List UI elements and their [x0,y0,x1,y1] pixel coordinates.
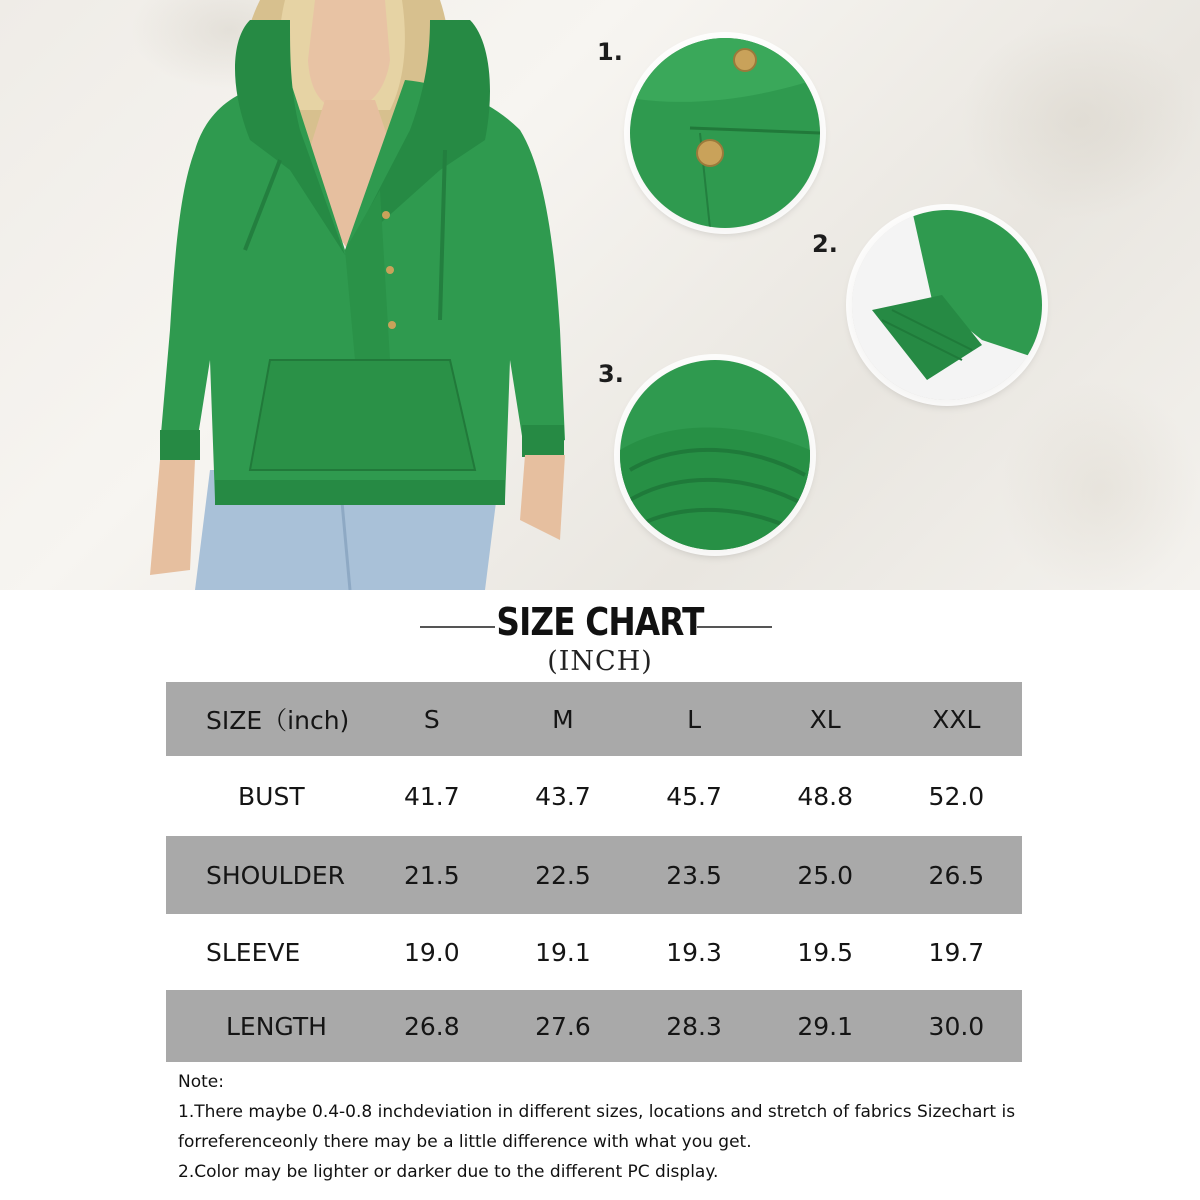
table-cell: 52.0 [928,781,985,811]
header-size-xxl: XXL [891,682,1022,756]
table-cell: 45.7 [666,781,722,811]
table-row-bust [166,756,1022,836]
size-chart-unit: (INCH) [547,646,653,677]
table-row-sleeve [166,914,1022,990]
note-line-1: 1.There maybe 0.4-0.8 inchdeviation in different sizes, locations and stretch of fabrics Sizechart is [178,1102,1016,1122]
header-size-s: S [366,682,497,756]
table-cell: 25.0 [760,836,891,914]
detail-number-1: 1. [597,38,623,66]
size-chart-title: SIZE CHART [496,600,704,644]
detail-number-3: 3. [598,360,624,388]
table-cell: 19.1 [535,937,591,967]
table-cell: 19.3 [666,937,722,967]
table-cell: 19.5 [797,937,854,967]
table-row-shoulder [166,836,1022,914]
detail-number-2: 2. [812,230,838,258]
table-row-length [166,990,1022,1062]
note-line-3: 2.Color may be lighter or darker due to the different PC display. [178,1162,719,1182]
detail-sleeve-cuff-closeup [852,210,1042,400]
note-line-2: forreferenceonly there may be a little difference with what you get. [178,1132,752,1152]
model-wearing-green-hoodie [140,0,590,590]
table-cell: 19.0 [403,937,460,967]
table-cell: 28.3 [629,990,760,1062]
table-cell: 30.0 [891,990,1022,1062]
size-chart-table [166,682,1022,1062]
row-label: SLEEVE [206,937,301,967]
row-label: LENGTH [166,990,366,1062]
header-size-l: L [629,682,760,756]
header-size-xl: XL [760,682,891,756]
table-cell: 29.1 [760,990,891,1062]
product-photo-area [0,0,1200,590]
detail-snap-buttons-closeup [630,38,820,228]
table-cell: 48.8 [797,781,854,811]
detail-ribbed-hem-closeup [620,360,810,550]
table-cell: 43.7 [535,781,591,811]
table-header-row [166,682,1022,756]
palm-shadow-decoration [1000,380,1200,590]
note-heading: Note: [178,1072,224,1092]
row-label: BUST [238,781,305,811]
table-cell: 26.8 [366,990,497,1062]
table-cell: 22.5 [497,836,628,914]
header-size-m: M [497,682,628,756]
table-cell: 23.5 [629,836,760,914]
table-cell: 21.5 [366,836,497,914]
table-cell: 27.6 [497,990,628,1062]
table-cell: 26.5 [891,836,1022,914]
table-cell: 19.7 [928,937,985,967]
header-size-label: SIZE（inch) [166,682,366,756]
row-label: SHOULDER [166,836,366,914]
table-cell: 41.7 [403,781,460,811]
palm-shadow-decoration [960,20,1200,220]
